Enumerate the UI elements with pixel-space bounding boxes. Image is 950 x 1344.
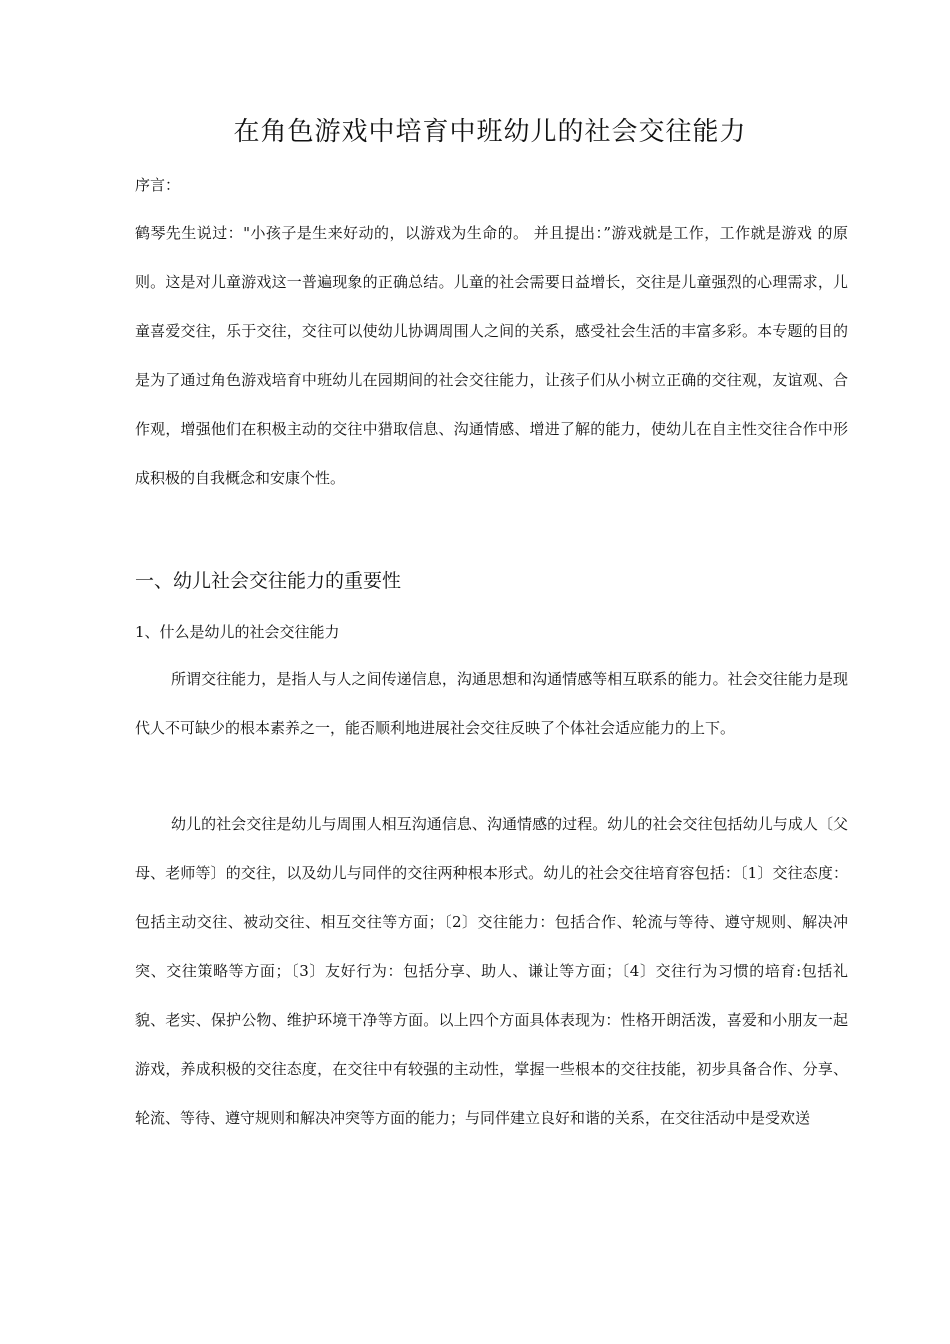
subsection-heading: 1、什么是幼儿的社会交往能力 (135, 623, 340, 641)
preface-label: 序言： (135, 176, 181, 194)
intro-paragraph: 鹤琴先生说过："小孩子是生来好动的，以游戏为生命的。 并且提出：”游戏就是工作，工作就是游戏 的原则。这是对儿童游戏这一普遍现象的正确总结。儿童的社会需要日益增长，交往是儿童强烈的心理需求，儿童喜爱交往，乐于交往，交往可以使幼儿协调周围人之间的关系，感受社会生活的丰富多彩。本专题的目的是为了通过角色游戏培育中班幼儿在园期间的社会交往能力，让孩子们从小树立正确的交往观，友谊观、合作观，增强他们在积极主动的交往中猎取信息、沟通情感、增进了解的能力，使幼儿在自主性交往合作中形成积极的自我概念和安康个性。 (135, 224, 848, 487)
body-paragraph: 所谓交往能力，是指人与人之间传递信息，沟通思想和沟通情感等相互联系的能力。社会交往能力是现代人不可缺少的根本素养之一，能否顺利地进展社会交往反映了个体社会适应能力的上下。 (135, 670, 848, 737)
document-title: 在角色游戏中培育中班幼儿的社会交往能力 (233, 117, 747, 147)
body-paragraph: 幼儿的社会交往是幼儿与周围人相互沟通信息、沟通情感的过程。幼儿的社会交往包括幼儿与成人〔父母、老师等〕的交往，以及幼儿与同伴的交往两种根本形式。幼儿的社会交往培育容包括：〔1〕交往态度：包括主动交往、被动交往、相互交往等方面；〔2〕交往能力：包括合作、轮流与等待、遵守规则、解决冲突、交往策略等方面；〔3〕友好行为：包括分享、助人、谦让等方面；〔4〕交往行为习惯的培育:包括礼貌、老实、保护公物、维护环境干净等方面。以上四个方面具体表现为：性格开朗活泼，喜爱和小朋友一起游戏，养成积极的交往态度，在交往中有较强的主动性，掌握一些根本的交往技能，初步具备合作、分享、轮流、等待、遵守规则和解决冲突等方面的能力；与同伴建立良好和谐的关系，在交往活动中是受欢送 (135, 815, 848, 1127)
section-heading: 一、幼儿社会交往能力的重要性 (135, 570, 402, 592)
